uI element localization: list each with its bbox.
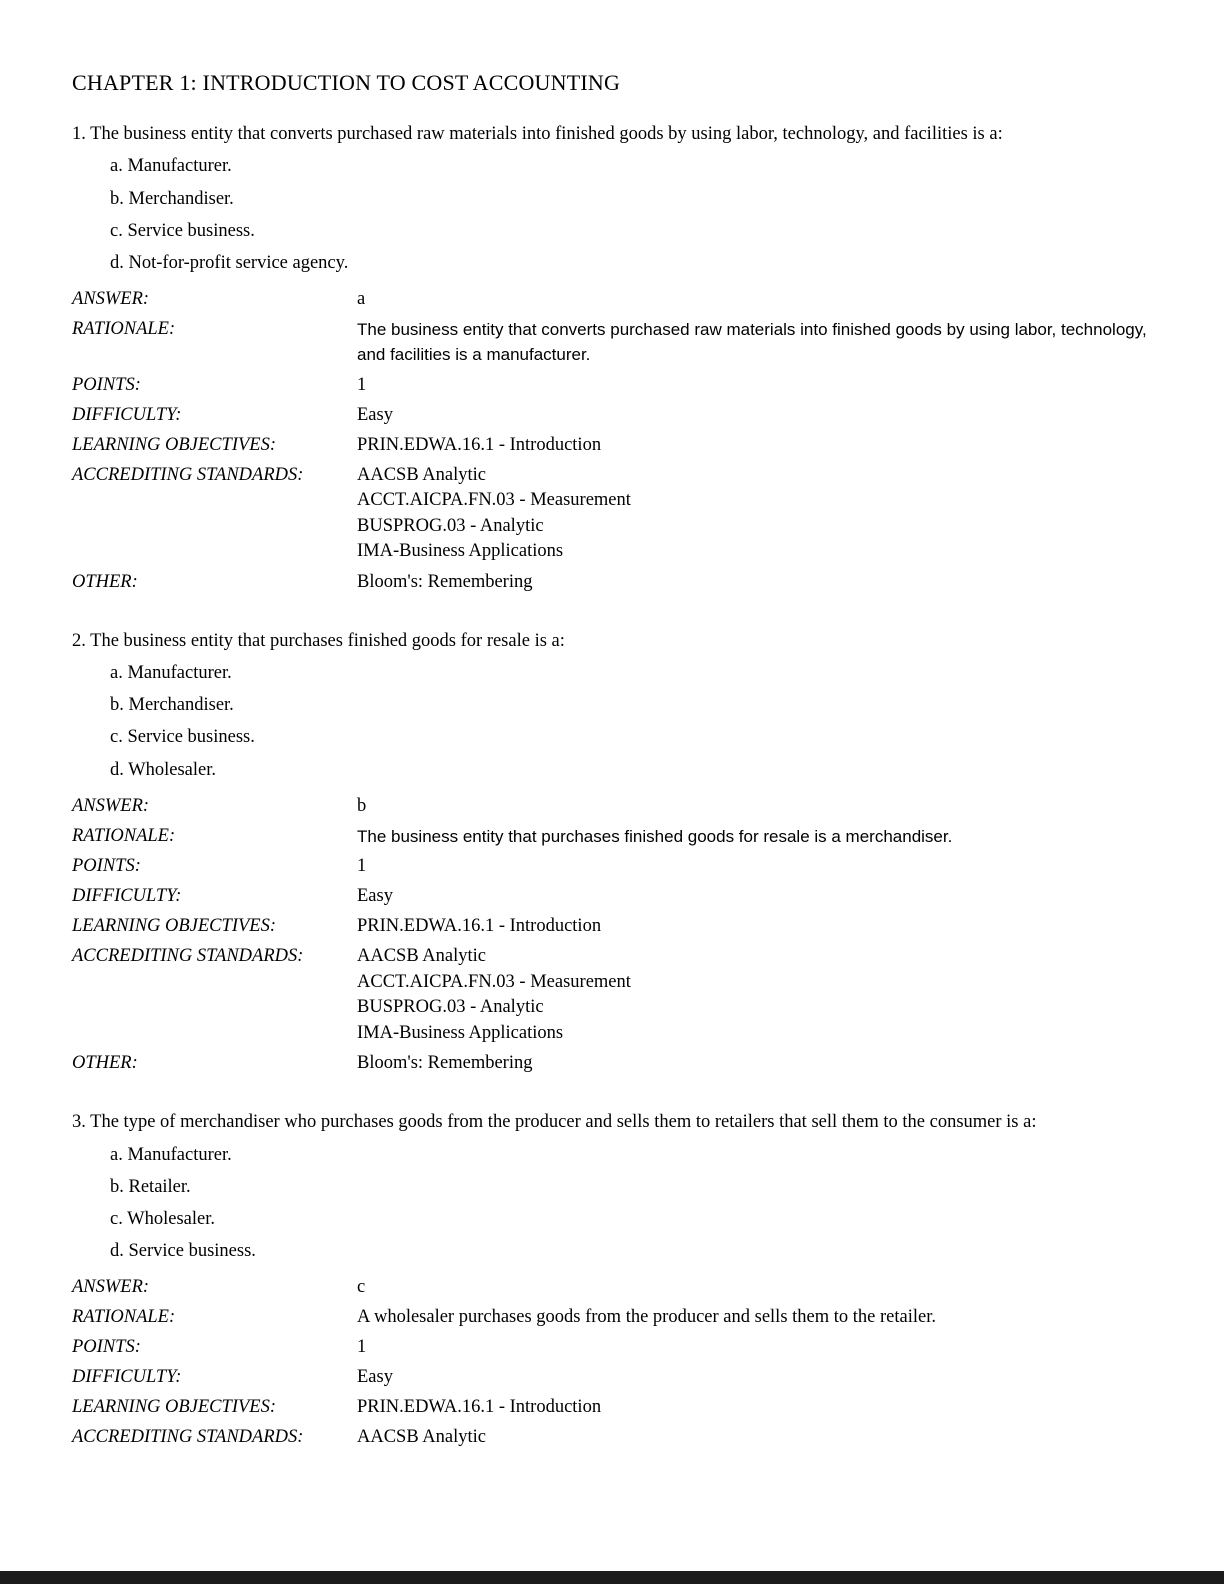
field-label-points: POINTS: xyxy=(72,1336,141,1357)
standard-line: IMA-Business Applications xyxy=(357,541,564,562)
field-label-accrediting-standards: ACCREDITING STANDARDS: xyxy=(72,946,304,967)
question-fields xyxy=(72,794,1152,1076)
standard-line: AACSB Analytic xyxy=(357,946,486,967)
page-bottom-bar xyxy=(0,1571,1224,1584)
field-value-other: Bloom's: Remembering xyxy=(357,1053,533,1074)
question-text: 2. The business entity that purchases finished goods for resale is a: xyxy=(72,630,565,651)
field-value-learning-objectives: PRIN.EDWA.16.1 - Introduction xyxy=(357,434,602,455)
field-label-learning-objectives: LEARNING OBJECTIVES: xyxy=(72,434,276,455)
question-fields xyxy=(72,287,1152,595)
standard-line: IMA-Business Applications xyxy=(357,1022,564,1043)
field-label-difficulty: DIFFICULTY: xyxy=(72,404,182,425)
field-row-rationale xyxy=(72,317,1152,368)
field-row-points xyxy=(72,1335,1152,1360)
field-row-answer xyxy=(72,287,1152,312)
standard-line: ACCT.AICPA.FN.03 - Measurement xyxy=(357,490,631,511)
field-label-other: OTHER: xyxy=(72,1053,138,1074)
field-row-accrediting-standards xyxy=(72,463,1152,565)
field-value-learning-objectives: PRIN.EDWA.16.1 - Introduction xyxy=(357,1396,602,1417)
field-value-accrediting-standards xyxy=(357,1425,1152,1451)
field-row-accrediting-standards xyxy=(72,944,1152,1046)
field-row-difficulty xyxy=(72,403,1152,428)
field-row-difficulty xyxy=(72,1365,1152,1390)
field-value-points: 1 xyxy=(357,374,367,395)
standard-line: BUSPROG.03 - Analytic xyxy=(357,515,544,536)
question-text: 3. The type of merchandiser who purchases goods from the producer and sells them to retailers that sell them to the consumer is a: xyxy=(72,1112,1037,1133)
question-block-2 xyxy=(72,629,1152,1076)
choice-item-c: c. Service business. xyxy=(110,220,255,241)
field-label-learning-objectives: LEARNING OBJECTIVES: xyxy=(72,1396,276,1417)
choice-list xyxy=(72,155,1152,275)
field-value-learning-objectives: PRIN.EDWA.16.1 - Introduction xyxy=(357,916,602,937)
field-row-points xyxy=(72,854,1152,879)
choice-item-a: a. Manufacturer. xyxy=(110,1144,232,1165)
question-fields xyxy=(72,1275,1152,1450)
choice-item-b: b. Retailer. xyxy=(110,1176,191,1197)
field-label-rationale: RATIONALE: xyxy=(72,825,176,846)
field-value-accrediting-standards xyxy=(357,463,1152,565)
field-label-rationale: RATIONALE: xyxy=(72,1307,176,1327)
field-label-accrediting-standards: ACCREDITING STANDARDS: xyxy=(72,1426,304,1447)
standard-line: ACCT.AICPA.FN.03 - Measurement xyxy=(357,971,631,992)
field-row-rationale xyxy=(72,1305,1152,1330)
field-value-rationale: The business entity that converts purchased raw materials into finished goods by using labor, technology, and facilities is a manufacturer. xyxy=(357,319,1147,365)
field-value-points: 1 xyxy=(357,1336,367,1357)
field-value-other: Bloom's: Remembering xyxy=(357,571,533,592)
field-value-accrediting-standards xyxy=(357,944,1152,1046)
field-label-accrediting-standards: ACCREDITING STANDARDS: xyxy=(72,464,304,485)
standard-line: BUSPROG.03 - Analytic xyxy=(357,997,544,1018)
field-row-answer xyxy=(72,794,1152,819)
choice-item-b: b. Merchandiser. xyxy=(110,188,234,209)
choice-item-d: d. Wholesaler. xyxy=(110,759,217,780)
field-value-answer: c xyxy=(357,1277,366,1298)
field-row-points xyxy=(72,373,1152,398)
field-label-difficulty: DIFFICULTY: xyxy=(72,1366,182,1387)
field-label-rationale: RATIONALE: xyxy=(72,318,176,339)
field-label-answer: ANSWER: xyxy=(72,795,150,816)
field-row-accrediting-standards xyxy=(72,1425,1152,1451)
field-row-difficulty xyxy=(72,884,1152,909)
choice-item-c: c. Service business. xyxy=(110,727,255,748)
field-row-other xyxy=(72,570,1152,595)
field-row-other xyxy=(72,1051,1152,1076)
field-label-other: OTHER: xyxy=(72,571,138,592)
field-label-points: POINTS: xyxy=(72,856,141,877)
field-value-answer: b xyxy=(357,795,367,816)
field-row-answer xyxy=(72,1275,1152,1300)
field-value-points: 1 xyxy=(357,856,367,877)
field-value-rationale: The business entity that purchases finished goods for resale is a merchandiser. xyxy=(357,826,953,846)
field-value-rationale: A wholesaler purchases goods from the producer and sells them to the retailer. xyxy=(357,1307,936,1327)
question-block-3 xyxy=(72,1110,1152,1450)
field-label-points: POINTS: xyxy=(72,374,141,395)
field-row-learning-objectives xyxy=(72,433,1152,458)
standard-line: AACSB Analytic xyxy=(357,1426,486,1447)
choice-item-d: d. Not-for-profit service agency. xyxy=(110,252,349,273)
field-label-difficulty: DIFFICULTY: xyxy=(72,886,182,907)
field-label-answer: ANSWER: xyxy=(72,1277,150,1298)
field-label-answer: ANSWER: xyxy=(72,288,150,309)
choice-item-c: c. Wholesaler. xyxy=(110,1208,215,1229)
page-title: CHAPTER 1: INTRODUCTION TO COST ACCOUNTING xyxy=(72,70,621,95)
field-value-difficulty: Easy xyxy=(357,886,393,907)
field-value-difficulty: Easy xyxy=(357,1366,393,1387)
standard-line: AACSB Analytic xyxy=(357,464,486,485)
field-row-learning-objectives xyxy=(72,914,1152,939)
field-row-rationale xyxy=(72,824,1152,850)
choice-item-a: a. Manufacturer. xyxy=(110,663,232,684)
choice-item-b: b. Merchandiser. xyxy=(110,695,234,716)
field-value-difficulty: Easy xyxy=(357,404,393,425)
choice-item-d: d. Service business. xyxy=(110,1240,256,1261)
question-block-1 xyxy=(72,122,1152,595)
field-label-learning-objectives: LEARNING OBJECTIVES: xyxy=(72,916,276,937)
field-value-answer: a xyxy=(357,288,366,309)
choice-list xyxy=(72,662,1152,782)
question-text: 1. The business entity that converts purchased raw materials into finished goods by using labor, technology, and facilities is a: xyxy=(72,124,1003,144)
field-row-learning-objectives xyxy=(72,1395,1152,1420)
choice-item-a: a. Manufacturer. xyxy=(110,156,232,177)
choice-list xyxy=(72,1144,1152,1264)
